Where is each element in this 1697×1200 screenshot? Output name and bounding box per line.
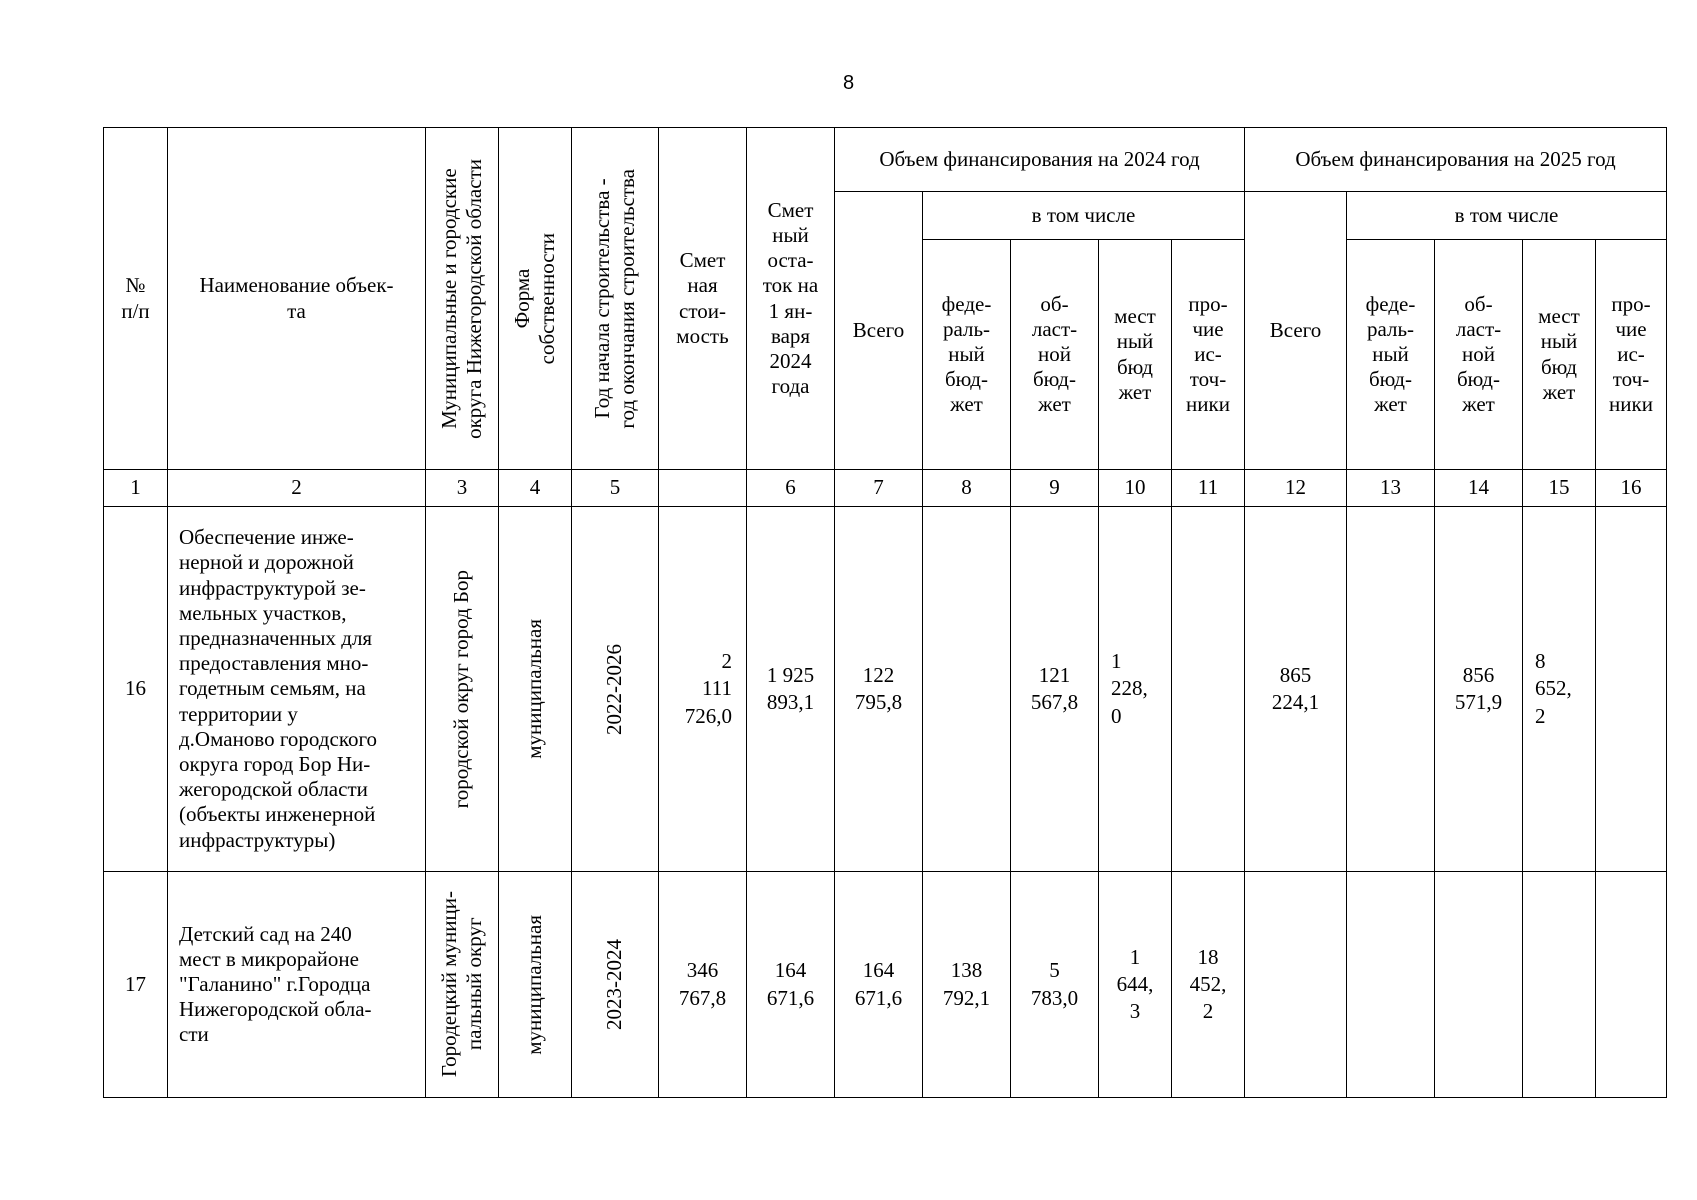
header-col-name: Наименование объек- та: [168, 128, 426, 470]
column-number: 15: [1523, 470, 1596, 507]
y2024-other: [1172, 507, 1245, 872]
y2025-federal: [1347, 872, 1435, 1098]
y2024-local: 1 644, 3: [1099, 872, 1172, 1098]
years-text: 2023-2024: [602, 939, 627, 1030]
y2024-total: 122 795,8: [835, 507, 923, 872]
y2024-total: 164 671,6: [835, 872, 923, 1098]
ownership-cell: [499, 872, 572, 1098]
y2025-federal: [1347, 507, 1435, 872]
column-number: 3: [426, 470, 499, 507]
header-2024-local: мест ный бюд жет: [1099, 240, 1172, 470]
column-number: 10: [1099, 470, 1172, 507]
column-number: 13: [1347, 470, 1435, 507]
header-col-years: [572, 128, 659, 470]
object-name: Детский сад на 240 мест в микрорайоне "Галанино" г.Городца Нижегородской обла- сти: [168, 872, 426, 1098]
header-2025-total: Всего: [1245, 192, 1347, 470]
y2025-total: [1245, 872, 1347, 1098]
municipality-text: Городецкий муници- пальный округ: [436, 891, 486, 1078]
years-cell: [572, 872, 659, 1098]
column-number: 11: [1172, 470, 1245, 507]
estimated-cost: 2 111 726,0: [659, 507, 747, 872]
column-number: 12: [1245, 470, 1347, 507]
header-col-years-text: Год начала строительства - год окончания строительства: [589, 168, 639, 429]
header-col-municipality: [426, 128, 499, 470]
header-2025-federal: феде- раль- ный бюд- жет: [1347, 240, 1435, 470]
header-col-municipality-text: Муниципальные и городские округа Нижегородской области: [436, 158, 486, 439]
header-2025-including: в том числе: [1347, 192, 1667, 240]
y2025-other: [1596, 872, 1667, 1098]
header-group-2025: Объем финансирования на 2025 год: [1245, 128, 1667, 192]
municipality-cell: [426, 872, 499, 1098]
header-col-ownership-text: Форма собственности: [509, 232, 559, 365]
y2025-regional: 856 571,9: [1435, 507, 1523, 872]
y2024-regional: 121 567,8: [1011, 507, 1099, 872]
financing-table: [103, 127, 1667, 1098]
header-2024-regional: об- ласт- ной бюд- жет: [1011, 240, 1099, 470]
y2024-local: 1 228, 0: [1099, 507, 1172, 872]
column-number: 1: [104, 470, 168, 507]
estimated-balance: 1 925 893,1: [747, 507, 835, 872]
estimated-cost: 346 767,8: [659, 872, 747, 1098]
y2025-total: 865 224,1: [1245, 507, 1347, 872]
header-2025-local: мест ный бюд жет: [1523, 240, 1596, 470]
ownership-text: муниципальная: [522, 619, 547, 759]
column-number: 4: [499, 470, 572, 507]
column-number: 14: [1435, 470, 1523, 507]
column-number: 2: [168, 470, 426, 507]
estimated-balance: 164 671,6: [747, 872, 835, 1098]
years-cell: [572, 507, 659, 872]
y2024-federal: [923, 507, 1011, 872]
column-number: 8: [923, 470, 1011, 507]
column-number: 5: [572, 470, 659, 507]
table-row: [104, 507, 1667, 872]
column-number-row: [104, 470, 1667, 507]
object-name: Обеспечение инже- нерной и дорожной инфраструктурой зе- мельных участков, предназначенных для предоставления мно- годетным семьям, на территории у д.Оманово городского округа город Бор Ни- жегородской области (объекты инженерной инфраструктуры): [168, 507, 426, 872]
column-number: 16: [1596, 470, 1667, 507]
y2024-other: 18 452, 2: [1172, 872, 1245, 1098]
ownership-cell: [499, 507, 572, 872]
municipality-cell: [426, 507, 499, 872]
row-number: 16: [104, 507, 168, 872]
y2025-regional: [1435, 872, 1523, 1098]
column-number: 6: [747, 470, 835, 507]
header-col-no: № п/п: [104, 128, 168, 470]
y2024-regional: 5 783,0: [1011, 872, 1099, 1098]
column-number: 9: [1011, 470, 1099, 507]
header-2024-federal: феде- раль- ный бюд- жет: [923, 240, 1011, 470]
header-col-estimated-cost: Смет ная стои- мость: [659, 128, 747, 470]
header-2024-total: Всего: [835, 192, 923, 470]
header-2024-including: в том числе: [923, 192, 1245, 240]
header-col-ownership: [499, 128, 572, 470]
y2024-federal: 138 792,1: [923, 872, 1011, 1098]
page-number: 8: [842, 72, 855, 94]
table-row: [104, 872, 1667, 1098]
header-2025-regional: об- ласт- ной бюд- жет: [1435, 240, 1523, 470]
years-text: 2022-2026: [602, 643, 627, 735]
header-2024-other: про- чие ис- точ- ники: [1172, 240, 1245, 470]
y2025-other: [1596, 507, 1667, 872]
column-number: [659, 470, 747, 507]
municipality-text: городской округ город Бор: [449, 569, 474, 809]
row-number: 17: [104, 872, 168, 1098]
column-number: 7: [835, 470, 923, 507]
ownership-text: муниципальная: [522, 914, 547, 1055]
y2025-local: 8 652, 2: [1523, 507, 1596, 872]
header-2025-other: про- чие ис- точ- ники: [1596, 240, 1667, 470]
header-group-2024: Объем финансирования на 2024 год: [835, 128, 1245, 192]
y2025-local: [1523, 872, 1596, 1098]
header-row-1: [104, 128, 1667, 192]
header-col-estimated-balance: Смет ный оста- ток на 1 ян- варя 2024 года: [747, 128, 835, 470]
